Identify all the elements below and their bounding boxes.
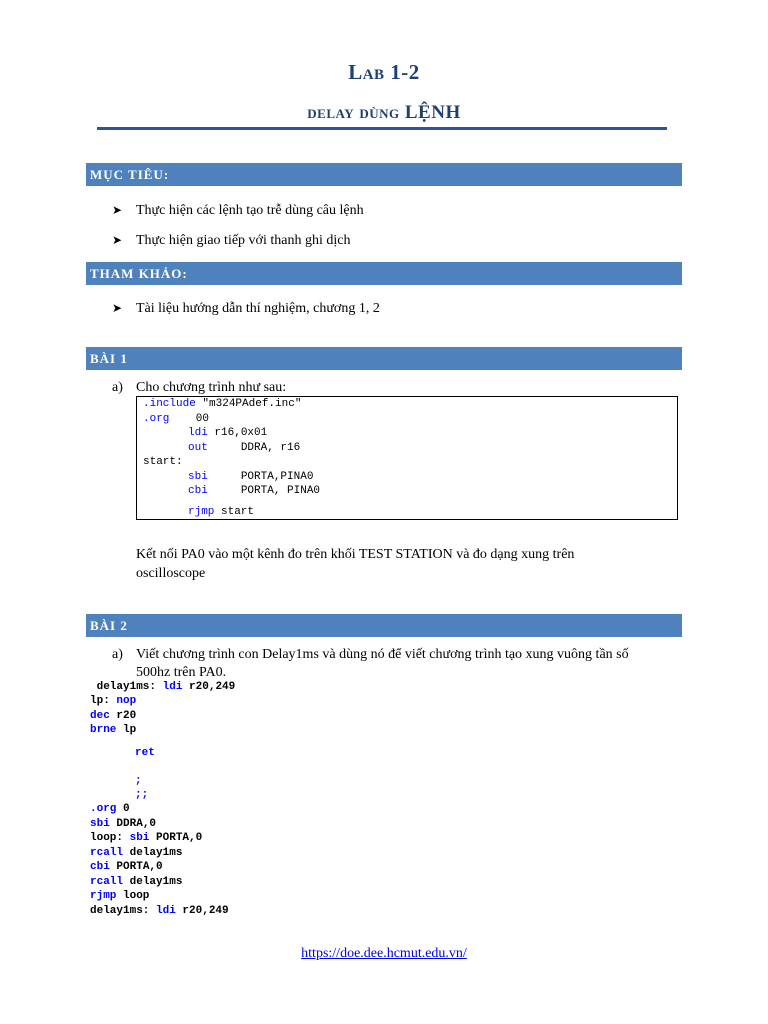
item-text: 500hz trên PA0.: [136, 665, 227, 680]
arrow-bullet-icon: ➤: [112, 203, 123, 217]
list-item: ➤ Tài liệu hướng dẫn thí nghiệm, chương 1, 2: [112, 301, 380, 316]
footer-link[interactable]: https://doe.dee.hcmut.edu.vn/: [301, 946, 467, 961]
code-line: out DDRA, r16: [188, 441, 301, 454]
item-marker: a): [112, 380, 123, 395]
code-line: ldi r16,0x01: [188, 427, 268, 439]
code-line: cbi PORTA,0: [90, 861, 163, 873]
arrow-bullet-icon: ➤: [112, 301, 123, 315]
code-line: sbi DDRA,0: [90, 818, 157, 830]
item-text: Viết chương trình con Delay1ms và dùng nó để viết chương trình tạo xung vuông tần số: [136, 647, 629, 662]
code-line: loop: sbi PORTA,0: [90, 832, 203, 844]
code-line: rcall delay1ms: [90, 847, 183, 859]
code-line: .include "m324PAdef.inc": [143, 398, 302, 410]
code-line: brne lp: [90, 724, 137, 736]
title-divider: [97, 127, 667, 130]
section-heading-bai-1: BÀI 1: [86, 347, 682, 370]
code-line: start:: [143, 456, 183, 468]
code-line: cbi PORTA, PINA0: [188, 485, 321, 497]
lab-subtitle: delay dùng LỆNH: [307, 102, 461, 123]
section-heading-tham-khao: THAM KHẢO:: [86, 262, 682, 285]
lab-title: Lab 1-2: [348, 60, 420, 84]
code-line: rjmp loop: [90, 890, 150, 902]
code-block: [136, 396, 678, 520]
code-line: sbi PORTA,PINA0: [188, 470, 314, 483]
code-line: delay1ms: ldi r20,249: [90, 905, 229, 917]
item-text: Cho chương trình như sau:: [136, 380, 287, 395]
paragraph: Kết nối PA0 vào một kênh đo trên khối TEST STATION và đo dạng xung trên: [136, 547, 575, 562]
code-line: ret: [135, 747, 155, 759]
list-item: ➤ Thực hiện các lệnh tạo trễ dùng câu lệnh: [112, 203, 364, 218]
paragraph: oscilloscope: [136, 566, 206, 581]
item-marker: a): [112, 647, 123, 662]
code-line: .org 00: [143, 412, 210, 425]
code-line: rjmp start: [188, 506, 255, 518]
code-line: .org 0: [90, 803, 130, 815]
code-line: rcall delay1ms: [90, 876, 183, 888]
section-heading-bai-2: BÀI 2: [86, 614, 682, 637]
code-line: ;: [135, 775, 142, 787]
code-line: lp: nop: [90, 695, 137, 707]
code-line: delay1ms: ldi r20,249: [90, 681, 236, 693]
code-line: dec r20: [90, 710, 137, 722]
code-line: ;;: [135, 789, 149, 801]
arrow-bullet-icon: ➤: [112, 233, 123, 247]
section-heading-muc-tieu: MỤC TIÊU:: [86, 163, 682, 186]
list-item: ➤ Thực hiện giao tiếp với thanh ghi dịch: [112, 233, 351, 248]
